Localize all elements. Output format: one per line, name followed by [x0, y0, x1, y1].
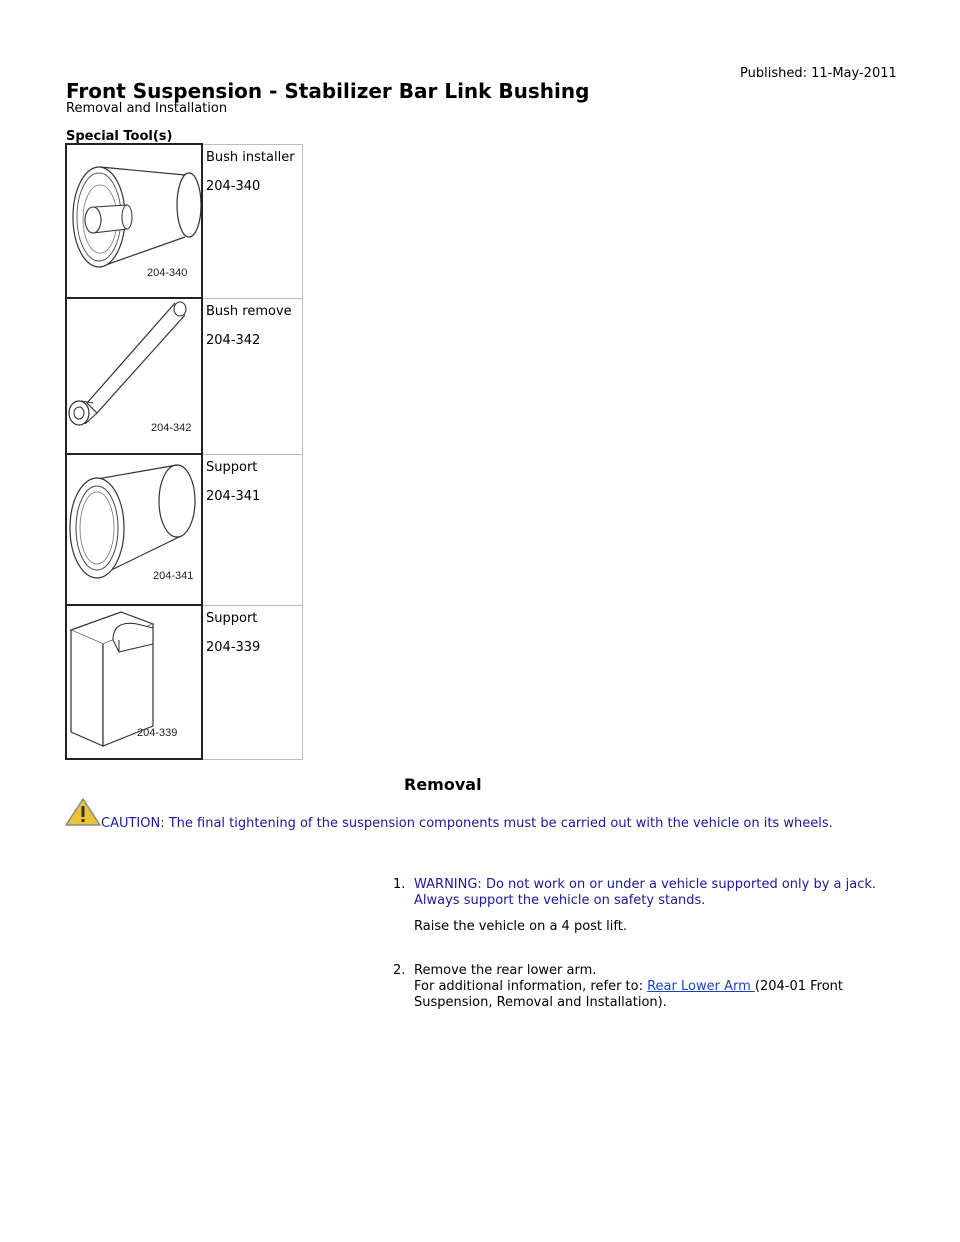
tool-description-cell — [202, 605, 303, 759]
tool-description-cell — [202, 298, 303, 454]
tool-description-cell — [202, 454, 303, 605]
tool-row — [66, 144, 303, 298]
tool-row — [66, 605, 303, 759]
tool-image-label: 204-340 — [147, 267, 188, 279]
step-text: Remove the rear lower arm. — [414, 963, 597, 978]
page-title: Front Suspension - Stabilizer Bar Link Bushing — [66, 79, 590, 103]
special-tools-heading: Special Tool(s) — [66, 129, 173, 144]
tool-image-cell — [66, 144, 202, 298]
tool-row — [66, 298, 303, 454]
tool-number: 204-339 — [206, 639, 261, 655]
reference-suffix-2: Suspension, Removal and Installation). — [414, 995, 667, 1010]
support-cylinder-illustration — [67, 455, 201, 600]
tool-image-label: 204-339 — [137, 727, 178, 739]
tool-number: 204-341 — [206, 488, 261, 504]
tool-image-label: 204-341 — [153, 570, 194, 582]
page-subtitle: Removal and Installation — [66, 101, 228, 116]
tool-description-cell — [202, 144, 303, 298]
tool-image-cell — [66, 605, 202, 759]
tool-name: Support — [206, 610, 258, 626]
step-number: 2. — [393, 963, 406, 978]
reference-suffix-1: (204-01 Front — [754, 979, 844, 994]
bush-installer-illustration — [67, 145, 201, 293]
caution-text: CAUTION: The final tightening of the suspension components must be carried out with the vehicle on its wheels. — [101, 816, 833, 831]
step-warning-line-2: Always support the vehicle on safety stands. — [414, 893, 706, 908]
published-date: Published: 11-May-2011 — [740, 66, 897, 81]
reference-prefix: For additional information, refer to: — [414, 979, 648, 994]
removal-heading: Removal — [404, 775, 482, 794]
tool-number: 204-340 — [206, 178, 261, 194]
support-block-illustration — [67, 606, 201, 754]
step-number: 1. — [393, 877, 406, 892]
rear-lower-arm-link[interactable]: Rear Lower Arm — [647, 979, 755, 994]
bush-remover-illustration — [67, 299, 201, 449]
tool-image-cell — [66, 454, 202, 605]
tool-number: 204-342 — [206, 332, 261, 348]
tool-name: Bush installer — [206, 149, 295, 165]
tool-image-cell — [66, 298, 202, 454]
tool-name: Support — [206, 459, 258, 475]
step-text: Raise the vehicle on a 4 post lift. — [414, 919, 627, 934]
warning-triangle-icon — [64, 797, 102, 827]
special-tools-table — [65, 143, 303, 760]
tool-name: Bush remove — [206, 303, 292, 319]
step-warning-line-1: WARNING: Do not work on or under a vehicle supported only by a jack. — [414, 877, 877, 892]
tool-row — [66, 454, 303, 605]
tool-image-label: 204-342 — [151, 422, 192, 434]
